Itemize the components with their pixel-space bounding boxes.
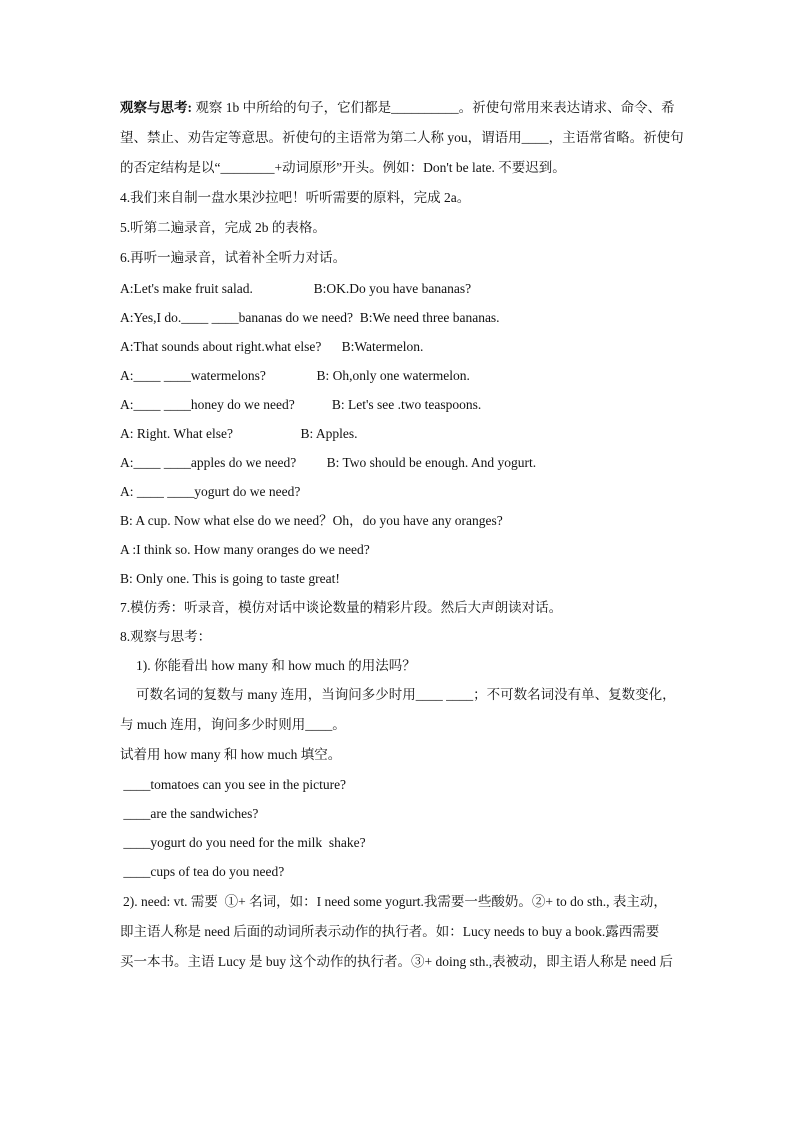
question-1-title: 1). 你能看出 how many 和 how much 的用法吗？ <box>136 658 416 673</box>
dialogue-line: A:____ ____honey do we need? B: Let's see .two teaspoons. <box>120 397 482 412</box>
question-1-line-2: 与 much 连用，询问多少时则用____。 <box>120 717 346 732</box>
dialogue-line: B: A cup. Now what else do we need？Oh，do you have any oranges? <box>120 513 503 528</box>
fill-blank-item: ____yogurt do you need for the milk shake? <box>120 835 366 850</box>
question-2-line-2: 即主语人称是 need 后面的动词所表示动作的执行者。如：Lucy needs to buy a book.露西需要 <box>120 924 660 939</box>
step-6: 6.再听一遍录音，试着补全听力对话。 <box>120 250 347 265</box>
dialogue-line: A:That sounds about right.what else? B:Watermelon. <box>120 339 424 354</box>
step-5: 5.听第二遍录音，完成 2b 的表格。 <box>120 220 326 235</box>
question-2-line-3: 买一本书。主语 Lucy 是 buy 这个动作的执行者。③+ doing sth.,表被动，即主语人称是 need 后 <box>120 954 673 969</box>
question-2-line-1: 2). need: vt. 需要 ①+ 名词，如：I need some yogurt.我需要一些酸奶。②+ to do sth., 表主动， <box>123 894 667 909</box>
question-1-line-1: 可数名词的复数与 many 连用，当询问多少时用____ ____；不可数名词没有单、复数变化， <box>136 687 676 702</box>
observe-line-1-text: 观察 1b 中所给的句子，它们都是__________。祈使句常用来表达请求、命令、希 <box>192 100 675 115</box>
observe-paragraph-line-2: 望、禁止、劝告定等意思。祈使句的主语常为第二人称 you，谓语用____，主语常省略。祈使句 <box>120 130 684 145</box>
step-8: 8.观察与思考： <box>120 629 212 644</box>
observe-heading: 观察与思考: <box>120 100 192 115</box>
question-1-line-3: 试着用 how many 和 how much 填空。 <box>120 747 342 762</box>
step-7: 7.模仿秀：听录音，模仿对话中谈论数量的精彩片段。然后大声朗读对话。 <box>120 600 563 615</box>
dialogue-line: A: ____ ____yogurt do we need? <box>120 484 301 499</box>
fill-blank-item: ____cups of tea do you need? <box>120 864 285 879</box>
dialogue-line: A:____ ____apples do we need? B: Two should be enough. And yogurt. <box>120 455 537 470</box>
dialogue-line: A:Yes,I do.____ ____bananas do we need? B:We need three bananas. <box>120 310 500 325</box>
dialogue-line: A :I think so. How many oranges do we need? <box>120 542 370 557</box>
dialogue-line: A:Let's make fruit salad. B:OK.Do you have bananas? <box>120 281 472 296</box>
observe-paragraph-line-3: 的否定结构是以“________+动词原形”开头。例如：Don't be late. 不要迟到。 <box>120 160 566 175</box>
fill-blank-item: ____are the sandwiches? <box>120 806 259 821</box>
fill-blank-item: ____tomatoes can you see in the picture? <box>120 777 347 792</box>
observe-paragraph-line-1 <box>120 98 680 118</box>
dialogue-line: B: Only one. This is going to taste great! <box>120 571 340 586</box>
dialogue-line: A: Right. What else? B: Apples. <box>120 426 358 441</box>
step-4: 4.我们来自制一盘水果沙拉吧！听听需要的原料，完成 2a。 <box>120 190 471 205</box>
dialogue-line: A:____ ____watermelons? B: Oh,only one watermelon. <box>120 368 470 383</box>
